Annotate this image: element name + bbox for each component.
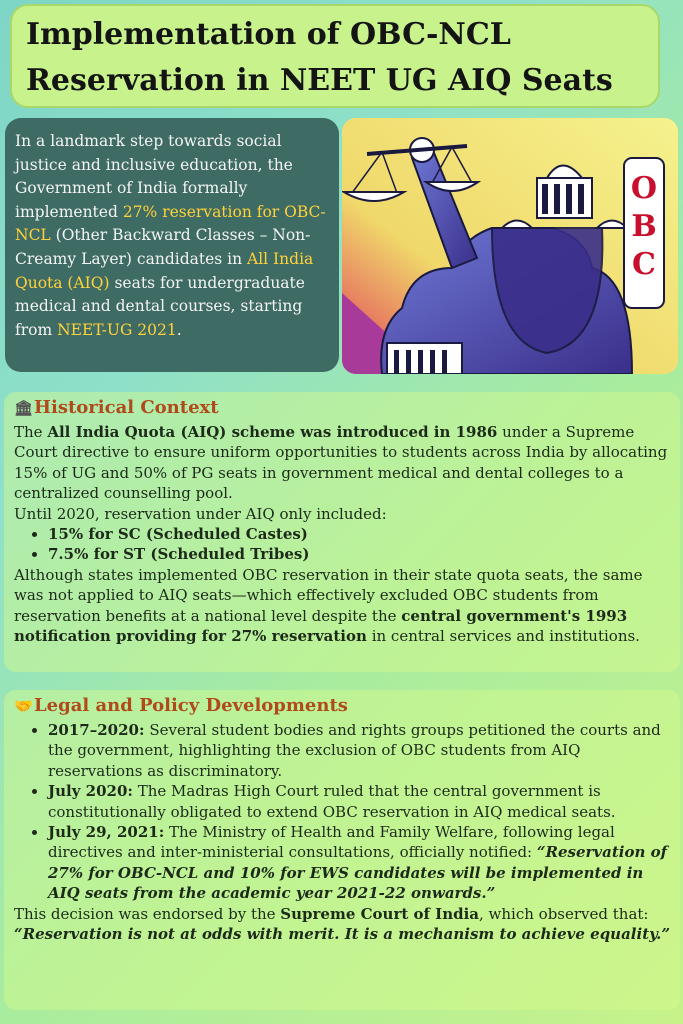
list-item: • July 29, 2021: The Ministry of Health and Family Welfare, following legal directives and inter-ministerial consultations, officially notified: “Reservation of 27% for OBC-NCL and 10% for EWS candidates will be implemented in AIQ seats from the academic year 2021-22 onwards.” xyxy=(48,822,670,904)
list-item: • July 2020: The Madras High Court ruled that the central government is constitutionally obligated to extend OBC reservation in AIQ medical seats. xyxy=(48,781,670,822)
intro-text: seats for undergraduate medical and dental courses, starting from xyxy=(15,273,305,339)
list-item: • 2017–2020: Several student bodies and rights groups petitioned the courts and the government, highlighting the exclusion of OBC students from AIQ reservations as discriminatory. xyxy=(48,720,670,781)
intro-text: . xyxy=(176,320,182,339)
intro-highlight-neet: NEET-UG 2021 xyxy=(57,320,177,339)
legal-developments-section xyxy=(4,690,680,1010)
obc-banner-letter-o: O xyxy=(630,171,658,206)
intro-highlight-aiq: All India Quota (AIQ) xyxy=(15,249,314,292)
history-bullet-list xyxy=(14,524,670,565)
obc-banner-letter-c: C xyxy=(632,247,656,282)
legal-developments-heading: 🤝 Legal and Policy Developments xyxy=(14,692,670,720)
history-paragraph-1: The All India Quota (AIQ) scheme was introduced in 1986 under a Supreme Court directive to ensure uniform opportunities to students across India by allocating 15% of UG and 50% of PG seats in government medical and dental colleges to a centralized counselling pool. xyxy=(14,423,668,503)
building-icon: 🏛 xyxy=(14,399,34,417)
scales-of-justice-illustration xyxy=(342,118,678,374)
historical-context-heading: 🏛 Historical Context xyxy=(14,394,670,422)
title-line-2: Reservation in NEET UG AIQ Seats xyxy=(26,63,613,98)
historical-context-section xyxy=(4,392,680,672)
list-item: • 7.5% for ST (Scheduled Tribes) xyxy=(48,544,670,564)
title-banner xyxy=(10,4,660,108)
intro-highlight-reservation: 27% reservation for OBC-NCL xyxy=(15,202,326,245)
handshake-icon: 🤝 xyxy=(14,697,33,715)
title-line-1: Implementation of OBC-NCL xyxy=(26,17,511,52)
list-item: • 15% for SC (Scheduled Castes) xyxy=(48,524,670,544)
obc-banner-letter-b: B xyxy=(631,209,657,244)
intro-card xyxy=(5,118,339,372)
legal-timeline-list xyxy=(14,720,670,904)
intro-text: (Other Backward Classes – Non-Creamy Layer) candidates in xyxy=(15,226,311,268)
supreme-court-quote: “Reservation is not at odds with merit. It is a mechanism to achieve equality.” xyxy=(14,925,670,944)
history-paragraph-3: Although states implemented OBC reservation in their state quota seats, the same was not applied to AIQ seats—which effectively excluded OBC students from reservation benefits at a national level despite the central government's 1993 notification providing for 27% reservation in central services and institutions. xyxy=(14,565,643,646)
intro-text: In a landmark step towards social justice and inclusive education, the Government of India formally implemented xyxy=(15,132,293,221)
endorsement-paragraph: This decision was endorsed by the Supreme Court of India, which observed that: xyxy=(14,904,649,923)
history-paragraph-2: Until 2020, reservation under AIQ only included: xyxy=(14,504,387,523)
